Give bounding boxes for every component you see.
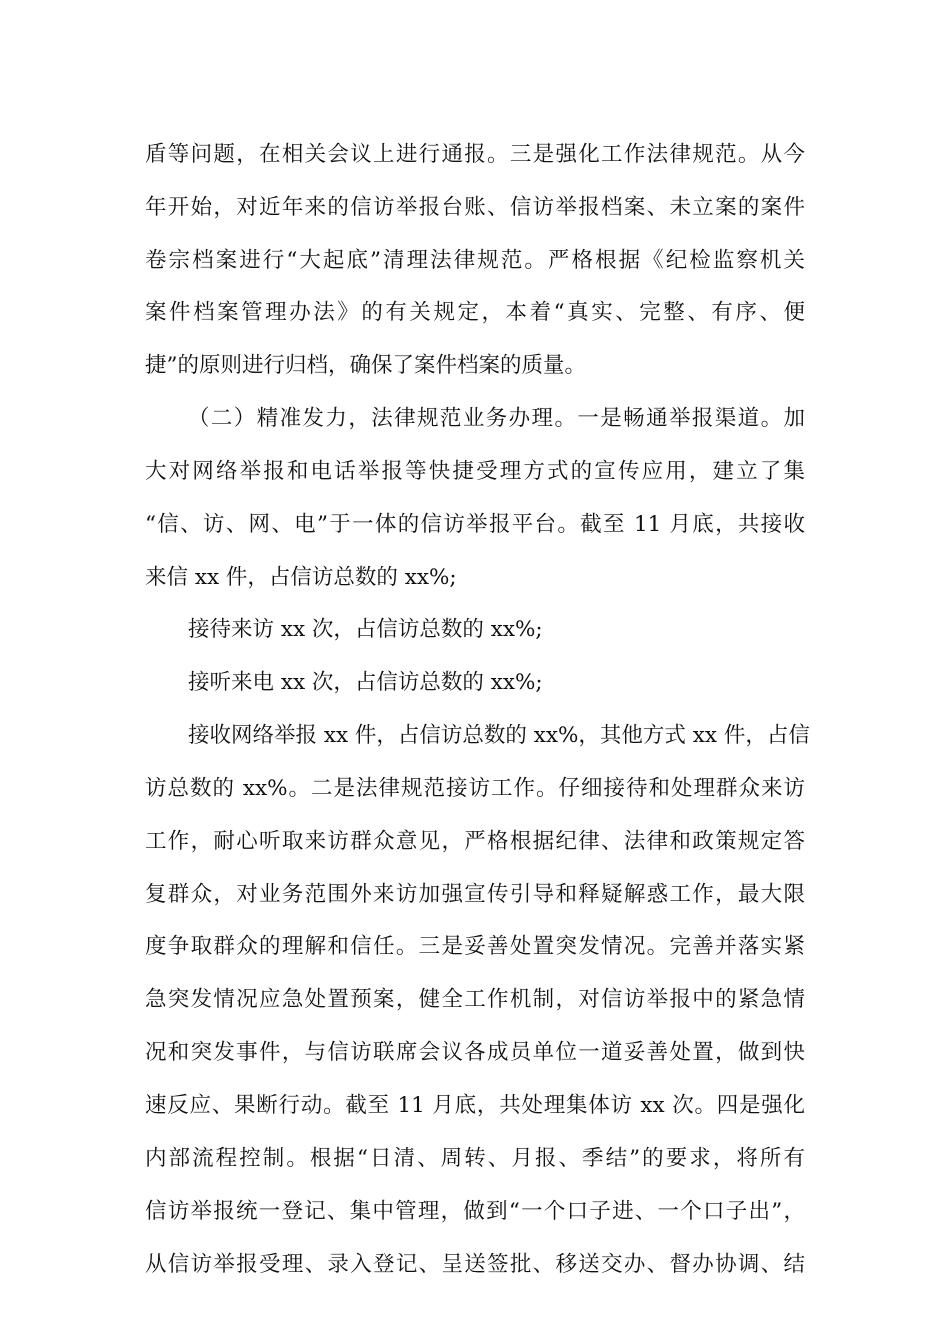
- text-line: 急突发情况应急处置预案，健全工作机制，对信访举报中的紧急情: [145, 987, 805, 1012]
- text-line: 从信访举报受理、录入登记、呈送签批、移送交办、督办协调、结: [145, 1252, 805, 1277]
- section-heading-line: （二）精准发力，法律规范业务办理。一是畅通举报渠道。加: [188, 406, 805, 431]
- text-line: 接收网络举报 xx 件，占信访总数的 xx%，其他方式 xx 件，占信: [188, 723, 810, 748]
- text-line: 来信 xx 件，占信访总数的 xx%;: [145, 565, 457, 590]
- text-line: 速反应、果断行动。截至 11 月底，共处理集体访 xx 次。四是强化: [145, 1093, 805, 1118]
- text-line: 内部流程控制。根据“日清、周转、月报、季结”的要求，将所有: [145, 1146, 805, 1171]
- text-line: 捷”的原则进行归档，确保了案件档案的质量。: [145, 353, 586, 378]
- text-line: 度争取群众的理解和信任。三是妥善处置突发情况。完善并落实紧: [145, 934, 805, 959]
- text-line: 访总数的 xx%。二是法律规范接访工作。仔细接待和处理群众来访: [145, 776, 805, 801]
- text-line: 年开始，对近年来的信访举报台账、信访举报档案、未立案的案件: [145, 195, 805, 220]
- text-line: 接听来电 xx 次，占信访总数的 xx%;: [188, 670, 543, 695]
- text-line: 工作，耐心听取来访群众意见，严格根据纪律、法律和政策规定答: [145, 829, 805, 854]
- text-line: 况和突发事件，与信访联席会议各成员单位一道妥善处置，做到快: [145, 1040, 805, 1065]
- text-line: 盾等问题，在相关会议上进行通报。三是强化工作法律规范。从今: [145, 142, 805, 167]
- text-line: 大对网络举报和电话举报等快捷受理方式的宣传应用，建立了集: [145, 459, 805, 484]
- text-line: 卷宗档案进行“大起底”清理法律规范。严格根据《纪检监察机关: [145, 248, 805, 273]
- text-line: 接待来访 xx 次，占信访总数的 xx%;: [188, 617, 543, 642]
- text-line: “信、访、网、电”于一体的信访举报平台。截至 11 月底，共接收: [145, 512, 805, 537]
- text-line: 案件档案管理办法》的有关规定，本着“真实、完整、有序、便: [145, 300, 805, 325]
- text-line: 信访举报统一登记、集中管理，做到“一个口子进、一个口子出”，: [145, 1199, 805, 1224]
- text-line: 复群众，对业务范围外来访加强宣传引导和释疑解惑工作，最大限: [145, 882, 805, 907]
